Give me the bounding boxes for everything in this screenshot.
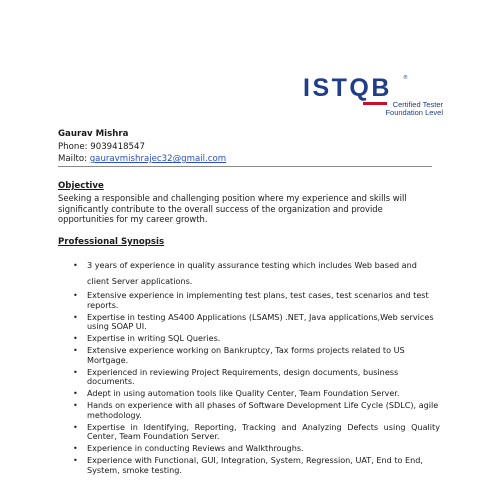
- objective-heading: Objective: [58, 181, 104, 191]
- list-item: • Experience in conducting Reviews and Walkthroughs.: [70, 444, 440, 454]
- phone-label: Phone:: [58, 141, 88, 152]
- mail-label: Mailto:: [58, 154, 87, 164]
- divider: [58, 166, 432, 167]
- mail-line: [58, 153, 226, 166]
- synopsis-list: [70, 257, 440, 476]
- phone-number: 9039418547: [90, 141, 145, 152]
- logo-line-1: Certified Tester: [392, 100, 443, 109]
- list-item: • 3 years of experience in quality assurance testing which includes Web based and client Server applications.: [70, 257, 440, 289]
- list-item: • Expertise in Identifying, Reporting, Tracking and Analyzing Defects using Quality Center, Team Foundation Server.: [70, 423, 440, 443]
- objective-text: Seeking a responsible and challenging position where my experience and skills will significantly contribute to the overall success of the organization and provide opportunities for my career growth.: [58, 193, 407, 224]
- logo-registered-mark: ®: [403, 75, 408, 81]
- synopsis-heading: Professional Synopsis: [58, 237, 165, 247]
- logo-line-2: Foundation Level: [385, 108, 443, 117]
- list-item: • Experience with Functional, GUI, Integration, System, Regression, UAT, End to End, System, smoke testing.: [70, 456, 440, 476]
- list-item: • Expertise in testing AS400 Applications (LSAMS) .NET, Java applications,Web services using SOAP UI.: [70, 313, 440, 333]
- istqb-logo: [303, 75, 453, 125]
- list-item: • Experienced in reviewing Project Requirements, design documents, business documents.: [70, 368, 440, 388]
- list-item: • Extensive experience in implementing test plans, test cases, test scenarios and test reports.: [70, 291, 440, 311]
- list-item: • Adept in using automation tools like Quality Center, Team Foundation Server.: [70, 389, 440, 399]
- list-item: • Expertise in writing SQL Queries.: [70, 334, 440, 344]
- list-item: • Hands on experience with all phases of Software Development Life Cycle (SDLC), agile methodology.: [70, 401, 440, 421]
- email-link[interactable]: gauravmishrajec32@gmail.com: [89, 154, 227, 164]
- contact-block: [58, 128, 226, 166]
- list-item: • Extensive experience working on Bankruptcy, Tax forms projects related to US Mortgage.: [70, 346, 440, 366]
- phone-line: [58, 141, 226, 154]
- logo-mark: ISTQB: [303, 74, 392, 102]
- candidate-name: Gaurav Mishra: [58, 129, 129, 139]
